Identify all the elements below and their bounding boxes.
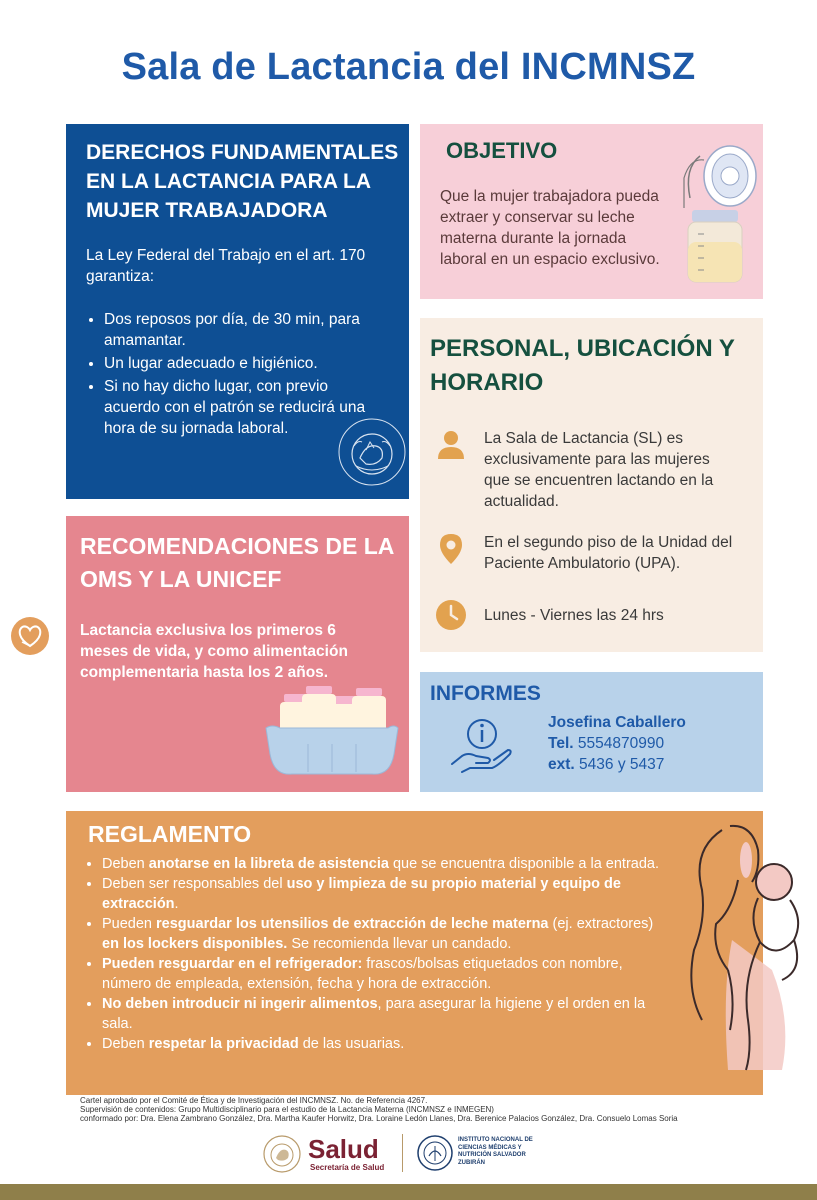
credit-line: conformado por: Dra. Elena Zambrano González, Dra. Martha Kaufer Horwitz, Dra. Loraine Ledón Llanes, Dra. Berenice Palacios González, Dra. Consuelo Lomas Soria: [80, 1114, 678, 1123]
mexican-coat-of-arms-logo-icon: [262, 1134, 302, 1174]
reglamento-bold-text: resguardar los utensilios de extracción de leche materna: [156, 916, 549, 932]
list-item: • Un lugar adecuado e higiénico.: [104, 353, 384, 374]
informes-panel: [420, 672, 763, 792]
reglamento-item: [102, 994, 662, 1034]
location-pin-icon: [434, 532, 468, 566]
reglamento-text: de las usuarias.: [298, 1036, 405, 1052]
footer-divider: [402, 1134, 403, 1172]
credit-line: Cartel aprobado por el Comité de Ética y de Investigación del INCMNSZ. No. de Referencia 4267.: [80, 1096, 428, 1105]
reglamento-text: frascos/bolsas etiquetados con nombre, número de empleada, extensión, fecha y hora de extracción.: [102, 956, 623, 992]
reglamento-title: REGLAMENTO: [88, 821, 252, 847]
info-text-horario: Lunes - Viernes las 24 hrs: [484, 607, 664, 624]
objetivo-text: Que la mujer trabajadora pueda extraer y conservar su leche materna durante la jornada laboral en un espacio exclusivo.: [440, 188, 660, 268]
reglamento-text: que se encuentra disponible a la entrada.: [388, 856, 659, 872]
reglamento-text: , para asegurar la higiene y el orden en la sala.: [102, 996, 646, 1032]
derechos-intro: La Ley Federal del Trabajo en el art. 170 garantiza:: [86, 247, 366, 285]
breast-pump-icon: [670, 138, 760, 288]
reglamento-panel: [66, 811, 763, 1095]
reglamento-text: Deben: [102, 856, 149, 872]
derechos-title: DERECHOS FUNDAMENTALES EN LA LACTANCIA PARA LA MUJER TRABAJADORA: [86, 141, 399, 222]
clock-icon: [434, 598, 468, 632]
incmnsz-logo-icon: [416, 1134, 454, 1172]
personal-panel: [420, 318, 763, 652]
reglamento-bold-text: en los lockers disponibles.: [102, 936, 288, 952]
salud-logo-subtitle: Secretaría de Salud: [310, 1163, 385, 1172]
info-text-ubicacion: En el segundo piso de la Unidad del Paciente Ambulatorio (UPA).: [484, 534, 733, 572]
recomendaciones-title: RECOMENDACIONES DE LA OMS Y LA UNICEF: [80, 533, 394, 592]
phone-label: Tel.: [548, 735, 574, 752]
page-title: Sala de Lactancia del INCMNSZ: [121, 46, 696, 88]
reglamento-bold-text: Pueden resguardar en el refrigerador:: [102, 956, 363, 972]
reglamento-text: Deben ser responsables del: [102, 876, 287, 892]
reglamento-item: [102, 854, 662, 874]
info-row-ubicacion: [434, 532, 739, 574]
credits: [80, 1096, 780, 1123]
ext-label: ext.: [548, 756, 575, 773]
info-text-personal: La Sala de Lactancia (SL) es exclusivamente para las mujeres que se encuentren lactando en la actualidad.: [484, 430, 714, 510]
heart-hands-icon: [10, 616, 50, 656]
list-item: • Si no hay dicho lugar, con previo acuerdo con el patrón se reducirá una hora de su jornada laboral.: [104, 376, 384, 439]
informes-title: INFORMES: [430, 682, 541, 705]
reglamento-item: [102, 874, 662, 914]
salud-logo-text: Salud: [308, 1134, 379, 1164]
personal-title: PERSONAL, UBICACIÓN Y HORARIO: [430, 335, 735, 396]
reglamento-item: [102, 914, 662, 954]
institute-name: INSTITUTO NACIONAL DE CIENCIAS MÉDICAS Y NUTRICIÓN SALVADOR ZUBIRÁN: [458, 1137, 533, 1166]
contact-name: Josefina Caballero: [548, 714, 686, 731]
reglamento-bold-text: uso y limpieza de su propio material y equipo de extracción: [102, 876, 621, 912]
info-row-horario: [434, 598, 739, 632]
info-row-personal: [434, 428, 739, 512]
reglamento-text: Deben: [102, 1036, 149, 1052]
bottom-bar: [0, 1184, 817, 1200]
contact-phone: [548, 733, 686, 754]
contact-ext: [548, 754, 686, 775]
phone-value: 5554870990: [577, 735, 665, 752]
credit-line: Supervisión de contenidos: Grupo Multidisciplinario para el estudio de la Lactancia Materna (INCMNSZ e INMEGEN): [80, 1105, 494, 1114]
reglamento-item: [102, 954, 662, 994]
mexican-seal-icon: [336, 416, 408, 488]
reglamento-bold-text: respetar la privacidad: [148, 1036, 299, 1052]
reglamento-text: Pueden: [102, 916, 157, 932]
reglamento-text: Se recomienda llevar un candado.: [287, 936, 512, 952]
info-hand-icon: [448, 716, 516, 780]
derechos-panel: [66, 124, 409, 499]
reglamento-text: (ej. extractores): [548, 916, 654, 932]
objetivo-panel: [420, 124, 763, 299]
recomendaciones-text: Lactancia exclusiva los primeros 6 meses de vida, y como alimentación complementaria hasta los 2 años.: [80, 622, 348, 681]
reglamento-list: [88, 854, 662, 1054]
recomendaciones-panel: [66, 516, 409, 792]
objetivo-title: OBJETIVO: [446, 138, 558, 163]
reglamento-bold-text: anotarse en la libreta de asistencia: [148, 856, 389, 872]
list-item: • Dos reposos por día, de 30 min, para amamantar.: [104, 309, 384, 351]
mother-baby-illustration-icon: [672, 820, 817, 1082]
reglamento-text: .: [174, 896, 179, 912]
milk-bottles-tray-icon: [262, 684, 402, 784]
informes-details: [548, 712, 686, 775]
reglamento-item: [102, 1034, 662, 1054]
person-icon: [434, 428, 468, 462]
reglamento-bold-text: No deben introducir ni ingerir alimentos: [102, 996, 378, 1012]
ext-value: 5436 y 5437: [579, 756, 665, 773]
